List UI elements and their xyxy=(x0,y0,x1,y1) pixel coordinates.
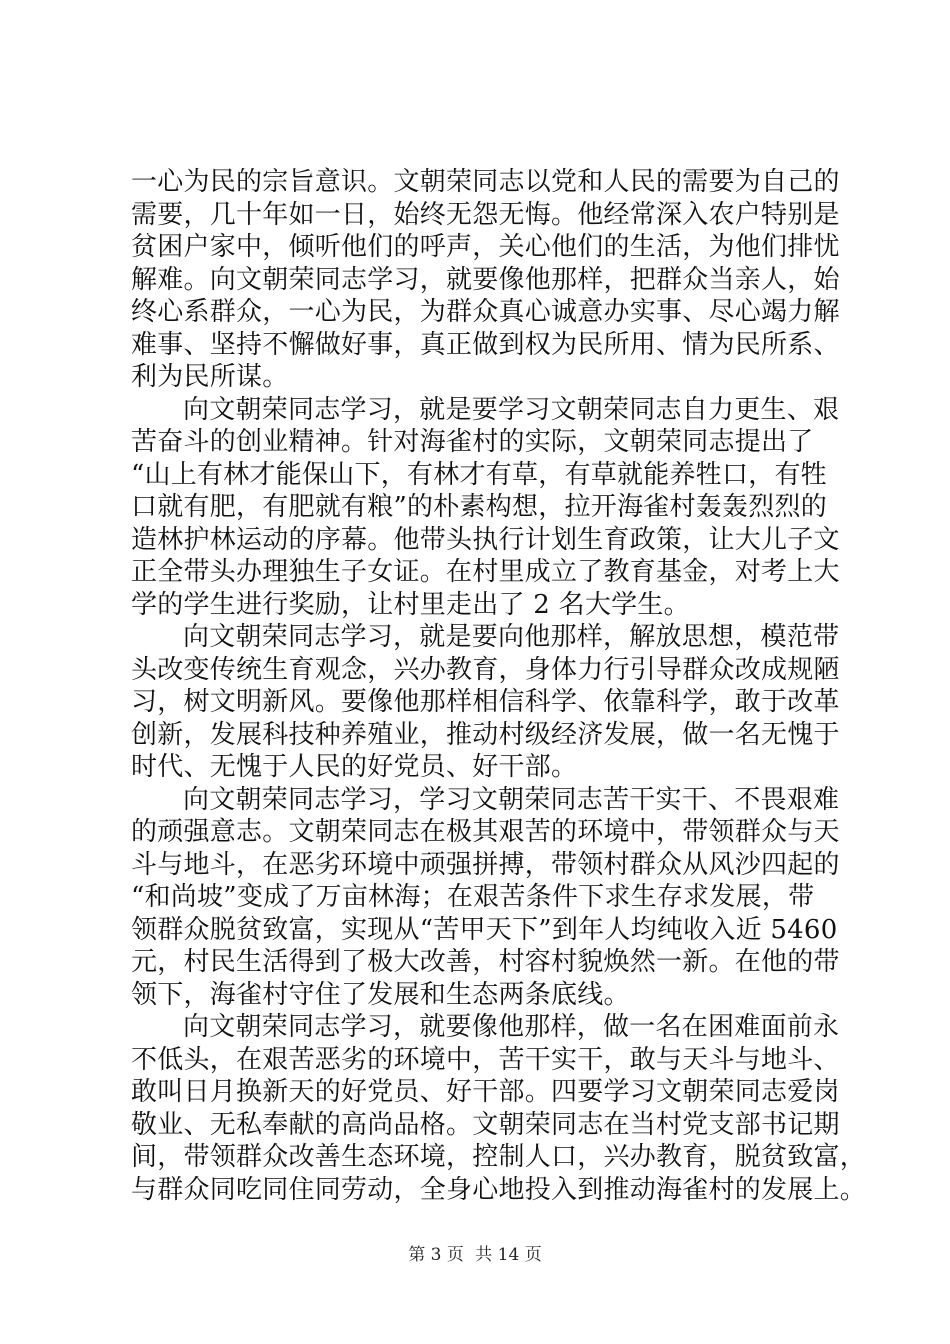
paragraph-first-line: 向文朝荣同志学习，就是要学习文朝荣同志自力更生、艰 xyxy=(183,394,840,425)
text-line: 终心系群众，一心为民，为群众真心诚意办实事、尽心竭力解 xyxy=(131,297,840,327)
text-line: 利为民所谋。 xyxy=(131,362,289,392)
text-line: 与群众同吃同住同劳动，全身心地投入到推动海雀村的发展上。 xyxy=(131,1174,867,1205)
text-line: 苦奋斗的创业精神。针对海雀村的实际，文朝荣同志提出了 xyxy=(131,427,814,457)
text-line: 时代、无愧于人民的好党员、好干部。 xyxy=(131,752,578,782)
text-line: 造林护林运动的序幕。他带头执行计划生育政策，让大儿子文 xyxy=(131,524,840,555)
text-line: 学的学生进行奖励，让村里走出了 2 名大学生。 xyxy=(131,589,690,620)
text-line: 元，村民生活得到了极大改善，村容村貌焕然一新。在他的带 xyxy=(131,947,840,977)
text-line: 贫困户家中，倾听他们的呼声，关心他们的生活，为他们排忧 xyxy=(131,232,840,262)
body-text xyxy=(131,166,867,1206)
text-line: 斗与地斗，在恶劣环境中顽强拼搏，带领村群众从风沙四起的 xyxy=(131,849,840,880)
paragraph-first-line: 向文朝荣同志学习，就要像他那样，做一名在困难面前永 xyxy=(183,1012,840,1042)
text-line: 创新，发展科技种养殖业，推动村级经济发展，做一名无愧于 xyxy=(131,719,840,750)
page-footer xyxy=(0,1240,950,1265)
text-line: 的顽强意志。文朝荣同志在极其艰苦的环境中，带领群众与天 xyxy=(131,817,840,847)
text-line: 口就有肥，有肥就有粮”的朴素构想，拉开海雀村轰轰烈烈的 xyxy=(131,492,828,522)
text-line: 正全带头办理独生子女证。在村里成立了教育基金，对考上大 xyxy=(131,557,840,587)
text-line: 习，树文明新风。要像他那样相信科学、依靠科学，敢于改革 xyxy=(131,687,840,717)
text-line: 头改变传统生育观念，兴办教育，身体力行引导群众改成规陋 xyxy=(131,654,840,685)
text-line: “和尚坡”变成了万亩林海；在艰苦条件下求生存求发展，带 xyxy=(131,882,815,912)
text-line: 难事、坚持不懈做好事，真正做到权为民所用、情为民所系、 xyxy=(131,329,840,360)
text-line: 领群众脱贫致富，实现从“苦甲天下”到年人均纯收入近 5460 xyxy=(131,914,838,945)
text-line: 解难。向文朝荣同志学习，就要像他那样，把群众当亲人，始 xyxy=(131,264,840,295)
text-line: “山上有林才能保山下，有林才有草，有草就能养牲口，有牲 xyxy=(131,459,828,490)
page-number: 第 3 页 xyxy=(408,1245,464,1265)
text-line: 领下，海雀村守住了发展和生态两条底线。 xyxy=(131,979,630,1010)
paragraph-first-line: 向文朝荣同志学习，学习文朝荣同志苦干实干、不畏艰难 xyxy=(183,784,840,815)
text-line: 需要，几十年如一日，始终无怨无悔。他经常深入农户特别是 xyxy=(131,199,840,230)
paragraph-first-line: 向文朝荣同志学习，就是要向他那样，解放思想，模范带 xyxy=(183,622,840,652)
text-line: 敬业、无私奉献的高尚品格。文朝荣同志在当村党支部书记期 xyxy=(131,1109,840,1140)
text-line: 间，带领群众改善生态环境，控制人口，兴办教育，脱贫致富， xyxy=(131,1142,867,1172)
page-total: 共 14 页 xyxy=(475,1245,542,1265)
text-line: 不低头，在艰苦恶劣的环境中，苦干实干，敢与天斗与地斗、 xyxy=(131,1044,840,1075)
text-line: 一心为民的宗旨意识。文朝荣同志以党和人民的需要为自己的 xyxy=(131,167,840,197)
text-line: 敢叫日月换新天的好党员、好干部。四要学习文朝荣同志爱岗 xyxy=(131,1077,840,1107)
